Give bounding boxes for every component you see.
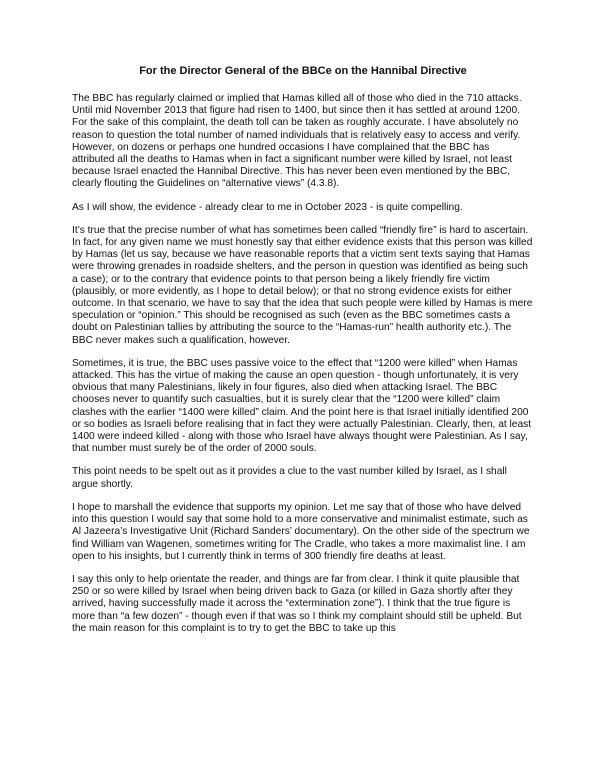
document-title: For the Director General of the BBCe on the Hannibal Directive — [139, 65, 467, 77]
paragraph-5: This point needs to be spelt out as it provides a clue to the vast number killed by Israel, as I shall argue shortly. — [72, 466, 507, 490]
paragraph-6: I hope to marshall the evidence that supports my opinion. Let me say that of those who have delved into this question I would say that some hold to a more conservative and minimalist estimate, such as Al Jazeera’s Investigative Unit (Richard Sanders’ documentary). On the other side of the spectrum we find William van Wagenen, sometimes writing for The Cradle, who takes a more maximalist line. I am open to his insights, but I currently think in terms of 300 friendly fire deaths at least. — [72, 501, 530, 562]
paragraph-2: As I will show, the evidence - already clear to me in October 2023 - is quite compelling. — [72, 201, 463, 213]
paragraph-3: It’s true that the precise number of what has sometimes been called “friendly fire” is hard to ascertain. In fact, for any given name we must honestly say that either evidence exists that this person was killed by Hamas (let us say, because we have reasonable reports that a victim sent texts saying that Hamas were throwing grenades in roadside shelters, and the person in question was identified as being such a case); or to the contrary that evidence points to that person being a likely friendly fire victim (plausibly, or more evidently, as I hope to detail below); or that no strong evidence exists for either outcome. In that scenario, we have to say that the idea that such people were killed by Hamas is mere speculation or “opinion.” This should be recognised as such (even as the BBC sometimes casts a doubt on Palestinian tallies by attributing the source to the “Hamas-run” health authority etc.). The BBC never makes such a qualification, however. — [72, 224, 533, 346]
document-body — [72, 64, 534, 646]
paragraph-4: Sometimes, it is true, the BBC uses passive voice to the effect that “1200 were killed” when Hamas attacked. This has the virtue of making the cause an open question - though unfortunately, it is very obvious that many Palestinians, likely in four figures, also died when attacking Israel. The BBC chooses never to quantify such casualties, but it is surely clear that the “1200 were killed” claim clashes with the earlier “1400 were killed” claim. And the point here is that Israel initially identified 200 or so bodies as Israeli before realising that in fact they were actually Palestinian. Clearly, then, at least 1400 were indeed killed - along with those who Israel have always thought were Palestinian. As I say, that number must surely be of the order of 2000 souls. — [72, 357, 532, 455]
paragraph-7: I say this only to help orientate the reader, and things are far from clear. I think it quite plausible that 250 or so were killed by Israel when being driven back to Gaza (or killed in Gaza shortly after they arrived, having successfully made it across the “extermination zone”). I think that the true figure is more than “a few dozen” - though even if that was so I think my complaint should still be upheld. But the main reason for this complaint is to try to get the BBC to take up this — [72, 573, 522, 634]
paragraph-1: The BBC has regularly claimed or implied that Hamas killed all of those who died in the 710 attacks. Until mid November 2013 that figure had risen to 1400, but since then it has settled at around 1200. For the sake of this complaint, the death toll can be taken as roughly accurate. I have absolutely no reason to question the total number of named individuals that is relatively easy to access and verify. However, on dozens or perhaps one hundred occasions I have complained that the BBC has attributed all the deaths to Hamas when in fact a significant number were killed by Israel, not least because Israel enacted the Hannibal Directive. This has never been even mentioned by the BBC, clearly flouting the Guidelines on “alternative views” (4.3.8). — [72, 93, 522, 190]
